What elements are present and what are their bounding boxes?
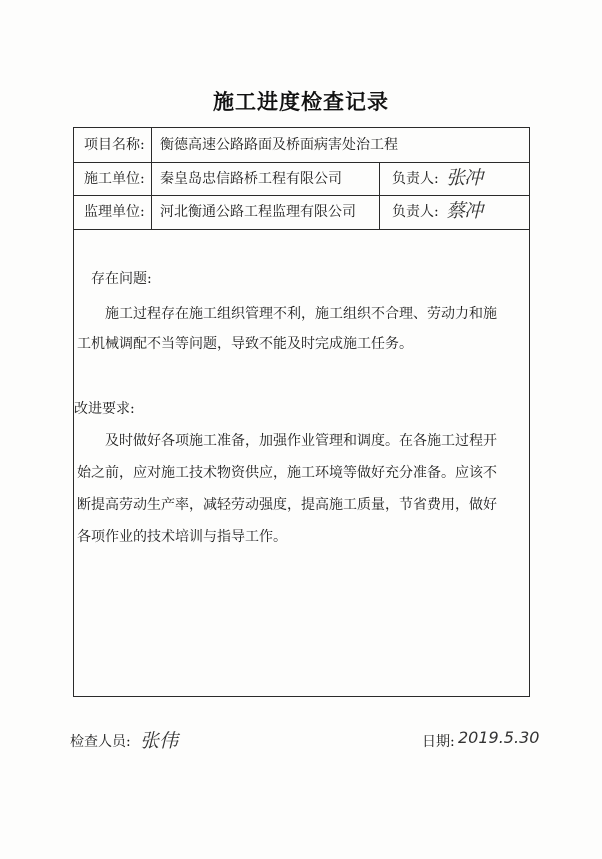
requirements-heading: 改进要求:: [74, 401, 135, 417]
date-value: 2019.5.30: [458, 728, 540, 747]
column-divider: [151, 128, 152, 229]
project-name-value: 衡德高速公路路面及桥面病害处治工程: [160, 137, 398, 153]
requirements-line: 始之前，应对施工技术物资供应，施工环境等做好充分准备。应该不: [77, 465, 497, 481]
column-divider: [379, 162, 380, 229]
supervisor-responsible-label: 负责人:: [392, 204, 439, 220]
requirements-line: 断提高劳动生产率，减轻劳动强度，提高施工质量，节省费用，做好: [77, 497, 497, 513]
requirements-line: 各项作业的技术培训与指导工作。: [77, 529, 287, 545]
issues-line: 施工过程存在施工组织管理不利，施工组织不合理、劳动力和施: [105, 306, 497, 322]
contractor-value: 秦皇岛忠信路桥工程有限公司: [160, 171, 342, 187]
supervisor-label: 监理单位:: [84, 204, 145, 220]
inspector-label: 检查人员:: [70, 734, 131, 750]
contractor-responsible-label: 负责人:: [392, 171, 439, 187]
issues-heading: 存在问题:: [91, 271, 152, 287]
supervisor-value: 河北衡通公路工程监理有限公司: [160, 204, 356, 220]
requirements-line: 及时做好各项施工准备，加强作业管理和调度。在各施工过程开: [105, 433, 497, 449]
document-title: 施工进度检查记录: [213, 89, 389, 114]
contractor-label: 施工单位:: [84, 171, 145, 187]
issues-line: 工机械调配不当等问题，导致不能及时完成施工任务。: [77, 336, 413, 352]
row-divider: [74, 229, 529, 230]
supervisor-responsible-signature: 蔡冲: [446, 200, 483, 222]
record-table: [73, 127, 530, 697]
date-label: 日期:: [422, 734, 455, 750]
inspector-signature: 张伟: [140, 730, 179, 752]
project-name-label: 项目名称:: [84, 137, 145, 153]
contractor-responsible-signature: 张冲: [446, 167, 483, 189]
